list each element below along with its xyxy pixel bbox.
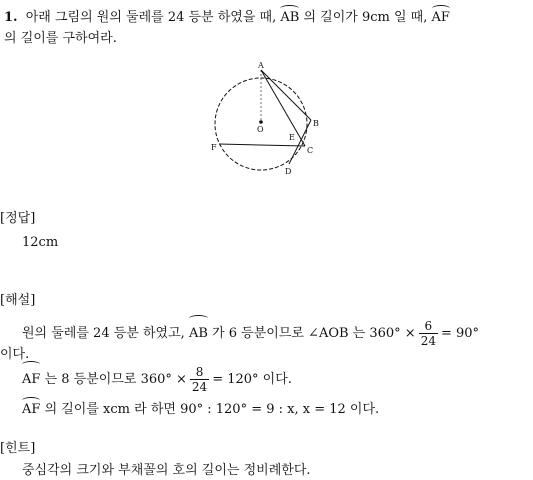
explanation-arc-ab: AB — [189, 316, 208, 349]
center-point — [259, 120, 263, 124]
fraction-6-24 — [419, 319, 438, 348]
arc-ab-label: AB — [280, 6, 299, 27]
fraction-8-24 — [190, 365, 209, 394]
explanation-line-3 — [22, 362, 292, 392]
fraction-6-24-denominator: 24 — [420, 334, 436, 348]
problem-text-1a: 아래 그림의 원의 둘레를 24 등분 하였을 때, — [25, 10, 277, 25]
label-a: A — [258, 61, 264, 70]
explanation-text-4a: 의 길이를 xcm 라 하면 90° : 120° = 9 : x, x = 12 이다. — [44, 402, 380, 417]
chord-bd — [289, 120, 314, 164]
explanation-text-1c: = 90° — [440, 326, 480, 341]
explanation-text-1a: 원의 둘레를 24 등분 하였고, — [22, 326, 185, 341]
problem-line-2: 의 길이를 구하여라. — [4, 31, 117, 46]
problem-number: 1. — [4, 10, 18, 25]
chord-fc — [219, 144, 305, 146]
answer-heading: [정답] — [0, 211, 36, 226]
label-o: O — [257, 125, 264, 134]
circle-figure — [205, 58, 325, 178]
problem-text-1b: 의 길이가 9cm 일 때, — [303, 10, 428, 25]
explanation-text-3a: 는 8 등분이므로 360° × — [44, 372, 187, 387]
explanation-arc-af-1: AF — [22, 362, 40, 395]
explanation-line-4 — [22, 398, 379, 419]
arc-af-label: AF — [432, 6, 450, 27]
explanation-line-2: 이다. — [0, 347, 30, 362]
fraction-8-24-numerator: 8 — [190, 365, 209, 380]
label-e: E — [289, 133, 295, 142]
fraction-8-24-denominator: 24 — [191, 380, 208, 394]
hint-heading: [힌트] — [0, 441, 36, 456]
explanation-arc-af-2: AF — [22, 398, 40, 419]
label-f: F — [211, 143, 217, 152]
label-d: D — [285, 167, 292, 176]
explanation-text-3b: = 120° 이다. — [212, 372, 292, 387]
explanation-line-1 — [22, 316, 479, 346]
explanation-text-1b: 가 6 등분이므로 ∠AOB 는 360° × — [212, 326, 416, 341]
hint-text: 중심각의 크기와 부채꼴의 호의 길이는 정비례한다. — [22, 463, 311, 478]
answer-value: 12cm — [22, 235, 59, 250]
fraction-6-24-numerator: 6 — [419, 319, 438, 334]
explanation-heading: [해설] — [0, 293, 36, 308]
label-c: C — [307, 146, 314, 155]
label-b: B — [313, 119, 319, 128]
problem-line-1 — [4, 6, 450, 27]
